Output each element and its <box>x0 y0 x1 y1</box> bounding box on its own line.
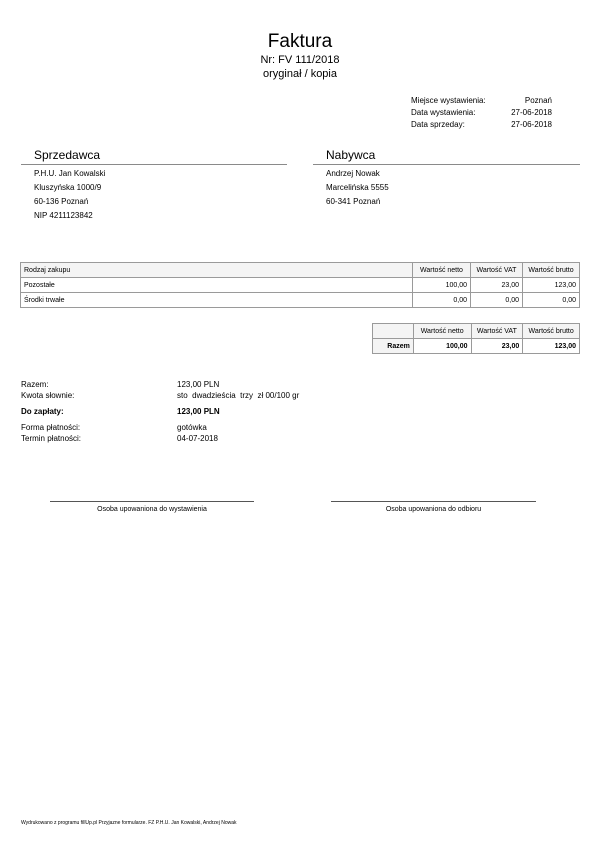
seller-name: P.H.U. Jan Kowalski <box>34 169 106 178</box>
buyer-divider <box>313 164 580 165</box>
item-vat: 23,00 <box>471 278 523 293</box>
invoice-number: Nr: FV 111/2018 <box>260 54 340 66</box>
summary-method-label: Forma płatności: <box>21 423 81 432</box>
buyer-heading: Nabywca <box>326 148 376 162</box>
payment-summary <box>21 379 299 444</box>
totals-net: 100,00 <box>413 339 471 354</box>
items-header-net: Wartość netto <box>413 263 471 278</box>
table-row <box>21 278 580 293</box>
summary-total-row <box>21 379 299 390</box>
invoice-meta <box>411 95 552 131</box>
buyer-city: 60-341 Poznań <box>326 197 381 206</box>
receiver-signature-label: Osoba upowaniona do odbioru <box>385 506 482 513</box>
totals-vat: 23,00 <box>471 339 523 354</box>
totals-header-vat: Wartość VAT <box>471 324 523 339</box>
items-header-gross: Wartość brutto <box>523 263 580 278</box>
seller-details <box>34 167 105 223</box>
seller-street: Kluszyńska 1000/9 <box>34 183 102 192</box>
totals-label: Razem <box>373 339 414 354</box>
summary-due-value: 123,00 PLN <box>177 407 220 416</box>
totals-row <box>373 339 580 354</box>
issuer-signature-line <box>50 501 254 502</box>
totals-header-empty <box>373 324 414 339</box>
meta-place-value: Poznań <box>524 96 552 105</box>
totals-table <box>372 323 580 354</box>
meta-sale-label: Data sprzeday: <box>411 120 465 129</box>
summary-total-label: Razem: <box>21 380 49 389</box>
totals-header-gross: Wartość brutto <box>523 324 580 339</box>
print-footer: Wydrukowano z programu fillUp.pl Przyjazne formularze. FZ P.H.U. Jan Kowalski, Andrzej Nowak <box>21 820 237 826</box>
item-type: Pozostałe <box>21 278 413 293</box>
meta-sale-row <box>411 119 552 131</box>
seller-city: 60-136 Poznań <box>34 197 89 206</box>
summary-deadline-label: Termin płatności: <box>21 434 82 443</box>
items-header-type: Rodzaj zakupu <box>21 263 413 278</box>
totals-header-row <box>373 324 580 339</box>
copy-type: oryginał / kopia <box>263 68 337 80</box>
items-header-row <box>21 263 580 278</box>
meta-sale-value: 27-06-2018 <box>511 120 552 129</box>
meta-issue-label: Data wystawienia: <box>411 108 476 117</box>
items-header-vat: Wartość VAT <box>471 263 523 278</box>
summary-method-row <box>21 422 299 433</box>
summary-due-label: Do zapłaty: <box>21 407 64 416</box>
invoice-title: Faktura <box>267 31 333 52</box>
items-table <box>20 262 580 308</box>
issuer-signature-label: Osoba upowaniona do wystawienia <box>97 506 207 513</box>
summary-words-label: Kwota słownie: <box>21 391 75 400</box>
buyer-name: Andrzej Nowak <box>326 169 380 178</box>
summary-words-value: sto dwadzieścia trzy zł 00/100 gr <box>177 391 300 400</box>
item-gross: 123,00 <box>523 278 580 293</box>
item-net: 100,00 <box>413 278 471 293</box>
totals-gross: 123,00 <box>523 339 580 354</box>
meta-place-label: Miejsce wystawienia: <box>411 96 486 105</box>
summary-due-row <box>21 406 299 417</box>
buyer-details <box>326 167 389 209</box>
summary-deadline-row <box>21 433 299 444</box>
meta-issue-row <box>411 107 552 119</box>
item-type: Środki trwałe <box>21 293 413 308</box>
receiver-signature-line <box>331 501 536 502</box>
seller-nip: NIP 4211123842 <box>34 211 93 220</box>
item-vat: 0,00 <box>471 293 523 308</box>
item-net: 0,00 <box>413 293 471 308</box>
seller-divider <box>21 164 287 165</box>
seller-heading: Sprzedawca <box>34 148 101 162</box>
table-row <box>21 293 580 308</box>
totals-header-net: Wartość netto <box>413 324 471 339</box>
item-gross: 0,00 <box>523 293 580 308</box>
summary-deadline-value: 04-07-2018 <box>177 434 218 443</box>
meta-issue-value: 27-06-2018 <box>511 108 552 117</box>
buyer-street: Marcelińska 5555 <box>326 183 389 192</box>
summary-words-row <box>21 390 299 401</box>
meta-place-row <box>411 95 552 107</box>
summary-method-value: gotówka <box>177 423 207 432</box>
summary-total-value: 123,00 PLN <box>177 380 220 389</box>
